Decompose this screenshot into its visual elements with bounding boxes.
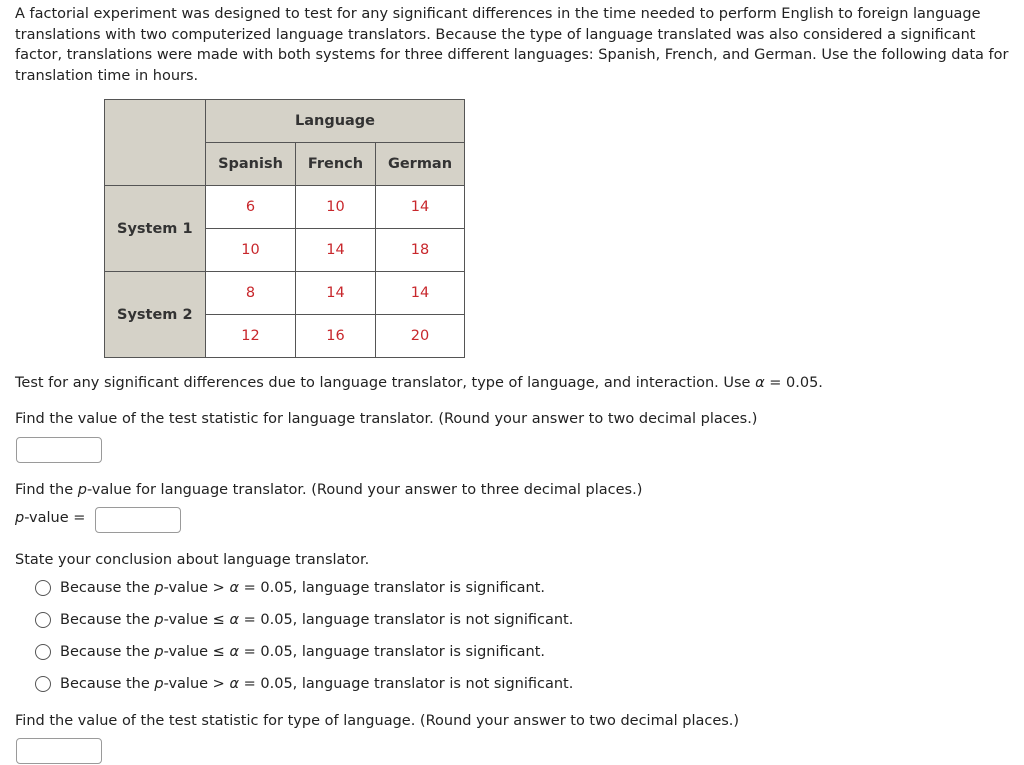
conclusion-option-1[interactable] [35,577,545,599]
column-header-spanish: Spanish [206,143,296,186]
data-table [104,99,465,358]
table-cell: 16 [296,315,376,358]
language-test-statistic-input[interactable] [16,738,102,764]
table-cell: 18 [376,229,465,272]
p-value-label-rest: -value = [24,510,86,526]
conclusion-option-4[interactable] [35,673,573,695]
p-symbol: p [15,510,25,526]
column-header-german: German [376,143,465,186]
translator-test-statistic-input[interactable] [16,437,102,463]
radio-button[interactable] [35,580,51,596]
instruction-text: Test for any significant differences due to language translator, type of language, and interaction. Use [15,375,756,391]
q1-prompt: Find the value of the test statistic for language translator. (Round your answer to two decimal places.) [15,411,758,427]
problem-intro: A factorial experiment was designed to test for any significant differences in the time needed to perform English to foreign language translations with two computerized language translators. Because the type of language translated was also considered a significant factor, translations were made with both systems for three different languages: Spanish, French, and German. Use the following data for translation time in hours. [15,6,1009,84]
row-label-system-2: System 2 [105,272,206,358]
table-cell: 6 [206,186,296,229]
q4-prompt: Find the value of the test statistic for type of language. (Round your answer to two decimal places.) [15,713,740,729]
translator-p-value-input[interactable] [95,507,181,533]
q2-prompt [15,480,642,500]
table-cell: 10 [206,229,296,272]
radio-button[interactable] [35,644,51,660]
table-cell: 20 [376,315,465,358]
q3-prompt: State your conclusion about language translator. [15,552,370,568]
table-corner [105,100,206,186]
alpha-symbol: α [755,375,765,391]
option-label: Because the p-value ≤ α = 0.05, language translator is significant. [60,644,545,660]
radio-button[interactable] [35,612,51,628]
table-cell: 14 [296,229,376,272]
column-header-french: French [296,143,376,186]
table-cell: 14 [296,272,376,315]
q2-text-after: -value for language translator. (Round your answer to three decimal places.) [86,482,643,498]
alpha-value: = 0.05. [764,375,823,391]
test-instruction [15,373,823,393]
conclusion-option-3[interactable] [35,641,545,663]
p-symbol: p [77,482,87,498]
q2-text-before: Find the [15,482,78,498]
option-label: Because the p-value > α = 0.05, language translator is not significant. [60,676,574,692]
language-header: Language [206,100,465,143]
option-label: Because the p-value ≤ α = 0.05, language translator is not significant. [60,612,574,628]
option-label: Because the p-value > α = 0.05, language translator is significant. [60,580,545,596]
table-cell: 14 [376,186,465,229]
table-cell: 10 [296,186,376,229]
table-cell: 14 [376,272,465,315]
radio-button[interactable] [35,676,51,692]
table-cell: 8 [206,272,296,315]
p-value-label [15,508,85,528]
row-label-system-1: System 1 [105,186,206,272]
conclusion-option-2[interactable] [35,609,573,631]
table-cell: 12 [206,315,296,358]
